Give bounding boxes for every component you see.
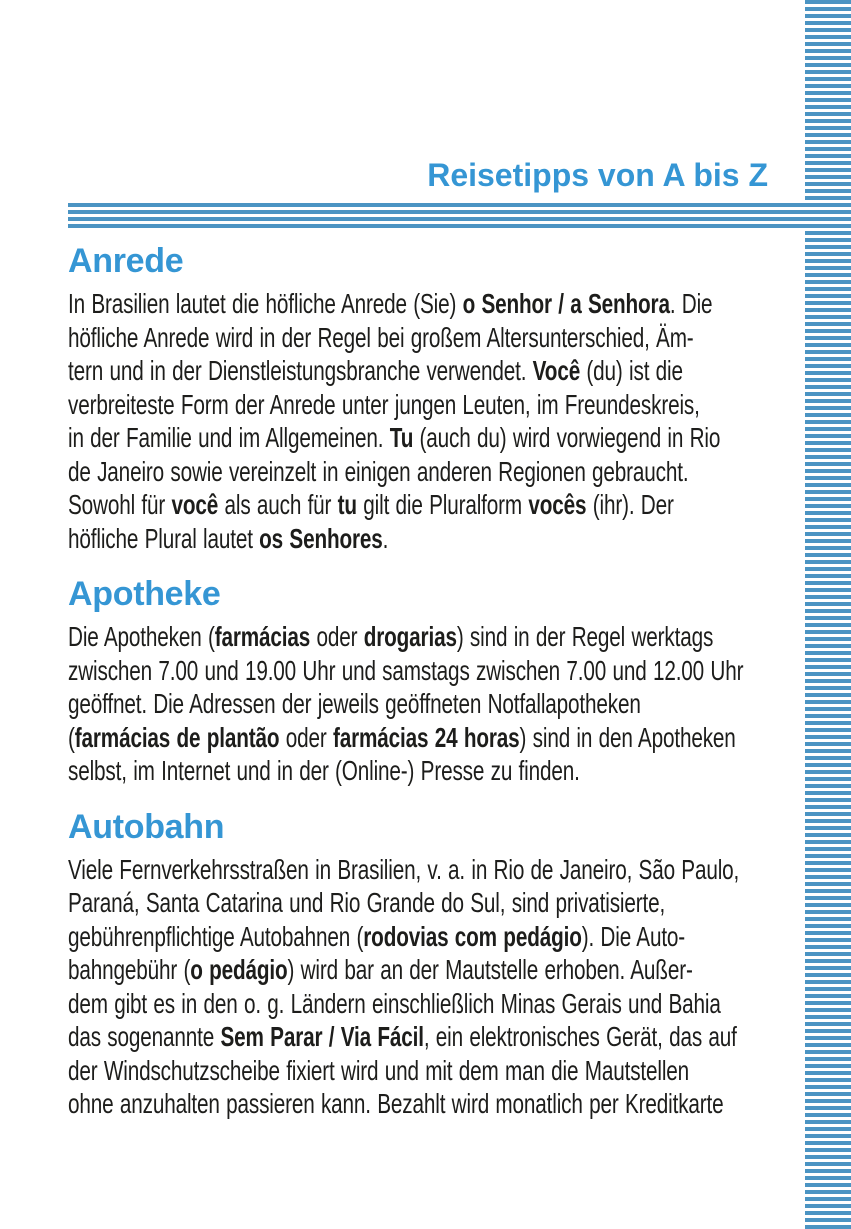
- text-run: das sogenannte: [68, 1021, 221, 1052]
- text-run: Sowohl für: [68, 489, 172, 520]
- bold-text-run: o pedágio: [190, 954, 288, 985]
- text-run: der Windschutzscheibe fixiert wird und mit dem man die Mautstellen: [68, 1054, 690, 1086]
- text-run: geöffnet. Die Adressen der jeweils geöffneten Notfallapotheken: [68, 688, 641, 719]
- text-line: [68, 522, 778, 556]
- text-run: selbst, im Internet und in der (Online-) Presse zu finden.: [68, 755, 580, 786]
- text-run: Viele Fernverkehrsstraßen in Brasilien, v. a. in Rio de Janeiro, São Paulo,: [68, 853, 740, 885]
- section-heading-autobahn: Autobahn: [68, 807, 225, 846]
- text-run: gebührenpflichtige Autobahnen (: [68, 920, 364, 952]
- text-line: [68, 987, 778, 1021]
- text-run: oder: [279, 721, 333, 753]
- text-line: [68, 1087, 778, 1121]
- text-line: [68, 920, 778, 954]
- text-line: [68, 388, 778, 422]
- text-run: ) wird bar an der Mautstelle erhoben. Außer-: [287, 954, 693, 985]
- text-run: als auch für: [218, 489, 338, 520]
- bold-text-run: rodovias com pedágio: [363, 920, 582, 952]
- text-run: . Die: [669, 288, 713, 319]
- decorative-stripe-band: [805, 0, 851, 1229]
- text-run: (ihr). Der: [586, 489, 674, 520]
- text-run: in der Familie und im Allgemeinen.: [68, 422, 390, 453]
- text-line: [68, 853, 778, 887]
- text-line: [68, 287, 778, 321]
- text-line: [68, 654, 778, 688]
- page-title: Reisetipps von A bis Z: [427, 157, 768, 193]
- section-anrede: [68, 243, 788, 555]
- text-run: de Janeiro sowie vereinzelt in einigen anderen Regionen gebraucht.: [68, 455, 689, 487]
- section-heading-apotheke: Apotheke: [68, 575, 221, 613]
- text-run: Die Apotheken (: [68, 621, 215, 652]
- section-apotheke: [68, 576, 788, 788]
- header-rule-stripes: [68, 203, 851, 229]
- text-run: gilt die Pluralform: [356, 489, 529, 520]
- text-run: zwischen 7.00 und 19.00 Uhr und samstags zwischen 7.00 und 12.00 Uhr: [68, 654, 744, 686]
- bold-text-run: o Senhor / a Senhora: [462, 288, 670, 319]
- text-run: ) sind in den Apotheken: [519, 721, 736, 753]
- text-line: [68, 455, 778, 489]
- text-line: [68, 488, 778, 522]
- text-run: (du) ist die: [580, 355, 683, 386]
- text-run: In Brasilien lautet die höfliche Anrede (Sie): [68, 288, 463, 319]
- text-run: verbreiteste Form der Anrede unter jungen Leuten, im Freundeskreis,: [68, 388, 700, 420]
- text-run: ). Die Auto-: [581, 920, 686, 952]
- text-line: [68, 421, 778, 455]
- section-paragraph: [68, 853, 778, 1121]
- text-run: (auch du) wird vorwiegend in Rio: [413, 422, 721, 453]
- text-run: (: [68, 721, 75, 753]
- text-line: [68, 886, 778, 920]
- text-run: , ein elektronisches Gerät, das auf: [423, 1021, 737, 1052]
- bold-text-run: farmácias 24 horas: [332, 721, 520, 753]
- section-heading-anrede: Anrede: [68, 242, 184, 280]
- text-line: [68, 721, 778, 755]
- bold-text-run: Você: [532, 355, 581, 386]
- content-area: [68, 243, 788, 1121]
- text-run: höfliche Plural lautet: [68, 522, 260, 554]
- bold-text-run: drogarias: [363, 621, 457, 652]
- bold-text-run: Sem Parar / Via Fácil: [220, 1021, 424, 1052]
- text-line: [68, 354, 778, 388]
- text-line: [68, 953, 778, 987]
- bold-text-run: farmácias de plantão: [74, 721, 280, 753]
- text-line: [68, 687, 778, 721]
- text-line: [68, 321, 778, 355]
- section-paragraph: [68, 620, 778, 788]
- bold-text-run: farmácias: [214, 621, 311, 652]
- text-run: höfliche Anrede wird in der Regel bei großem Altersunterschied, Äm-: [68, 321, 694, 353]
- bold-text-run: os Senhores: [259, 522, 383, 554]
- text-run: tern und in der Dienstleistungsbranche verwendet.: [68, 355, 533, 386]
- section-paragraph: [68, 287, 778, 555]
- text-run: oder: [310, 621, 364, 652]
- text-line: [68, 620, 778, 654]
- bold-text-run: tu: [337, 489, 357, 520]
- text-run: ohne anzuhalten passieren kann. Bezahlt wird monatlich per Kreditkarte: [68, 1088, 724, 1119]
- text-run: .: [382, 522, 389, 554]
- text-line: [68, 1020, 778, 1054]
- bold-text-run: vocês: [528, 489, 587, 520]
- bold-text-run: Tu: [389, 422, 414, 453]
- text-run: ) sind in der Regel werktags: [456, 621, 714, 652]
- text-run: bahngebühr (: [68, 954, 191, 985]
- bold-text-run: você: [171, 489, 219, 520]
- text-line: [68, 1054, 778, 1088]
- section-autobahn: [68, 809, 788, 1121]
- text-run: dem gibt es in den o. g. Ländern einschließlich Minas Gerais und Bahia: [68, 987, 721, 1019]
- text-run: Paraná, Santa Catarina und Rio Grande do Sul, sind privatisierte,: [68, 887, 666, 918]
- text-line: [68, 754, 778, 788]
